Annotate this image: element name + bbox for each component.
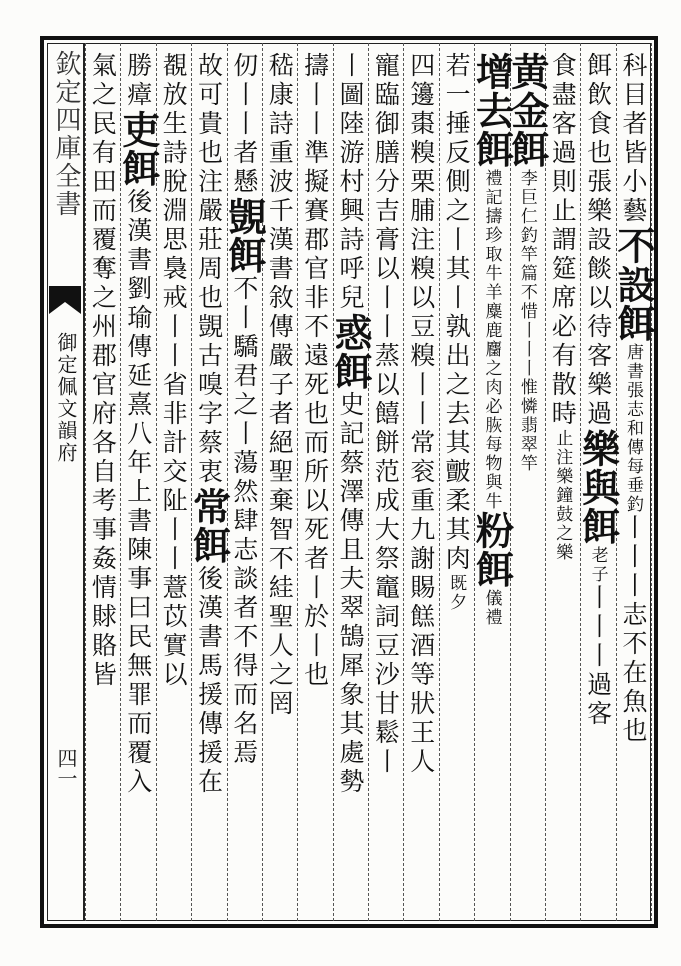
body-text: 四籩棗糗栗脯注糗以豆糗丨丨常衮重九謝賜餻酒等狀王人 — [406, 52, 436, 777]
body-text: 寵臨御膳分吉膏以丨丨蒸以饎餅范成大祭竈詞豆沙甘鬆丨 — [371, 52, 401, 777]
body-text: 故可貴也注嚴莊周也覬古嗅字蔡衷 — [194, 52, 224, 487]
body-text: 餌飲食也張樂設餤以待客樂過 — [583, 52, 613, 429]
text-column — [504, 52, 550, 914]
margin-book-title: 御定佩文韻府 — [54, 332, 78, 464]
annotation: 儀禮 — [481, 589, 502, 627]
body-text: 擣丨丨準擬賽郡官 — [300, 52, 330, 284]
body-text: 丨丨丨過客 — [583, 584, 613, 729]
headword: 吏餌 — [115, 110, 161, 188]
body-text: 丨圖陸游村興詩呼兒 — [336, 52, 365, 313]
body-text: 食盡客過則止謂筵席必有散時 — [548, 52, 578, 429]
text-column — [368, 52, 403, 914]
headword: 常餌 — [186, 487, 232, 565]
body-text: 仞丨丨者懸 — [229, 52, 259, 197]
body-text: 史記蔡澤傳且夫翠鵠犀象其處勢 — [336, 391, 365, 797]
headword: 不設餌 — [611, 226, 656, 343]
body-text: 嵇康詩重波千 — [265, 52, 295, 226]
text-column — [186, 52, 232, 914]
text-column — [156, 52, 191, 914]
body-text: 漢書敘傳嚴子者絕聖棄智不絓聖人之罔 — [265, 226, 295, 719]
body-text: 覩放生詩脫淵思裊戒丨丨省非計 — [159, 52, 189, 458]
fishtail-mark-icon — [47, 282, 83, 318]
headword: 粉餌 — [469, 511, 515, 589]
headword: 惑餌 — [328, 313, 373, 391]
body-text: 氣 — [88, 52, 118, 81]
text-column — [469, 52, 515, 914]
annotation: 止注樂鐘鼓之樂 — [552, 429, 573, 562]
annotation: 禮記擣珍取牛羊麋鹿麕之肉必脄每物與牛 — [481, 169, 502, 511]
margin-page-number: 四一 — [54, 748, 78, 788]
headword: 黄金餌 — [504, 52, 550, 169]
text-column — [297, 52, 332, 914]
body-text: 科目者皆小藝 — [619, 52, 648, 226]
body-text: 非不遠死也而所以死者丨於丨也 — [300, 284, 330, 690]
text-column — [328, 52, 373, 914]
text-column — [439, 52, 474, 914]
text-column — [221, 52, 267, 914]
body-text: 勝瘴 — [123, 52, 153, 110]
annotation: 李巨仁釣竿篇不惜丨丨丨惟憐翡翠竿 — [516, 169, 537, 473]
text-column — [115, 52, 161, 914]
body-text: 之民有田而覆奪之州郡官府各自考事姦情賕賂皆 — [88, 81, 118, 690]
column-rule — [651, 43, 652, 921]
text-column — [575, 52, 621, 914]
body-text: 交阯丨丨薏苡實以 — [159, 458, 189, 690]
body-text: 若一捶反側之丨其丨孰出之去其皽柔其肉 — [442, 52, 472, 574]
body-text: 丨丨丨志不在魚也 — [619, 514, 648, 746]
text-column — [262, 52, 297, 914]
text-column — [611, 52, 656, 914]
headword: 增去餌 — [469, 52, 515, 169]
body-text: 後漢書劉瑜傳延熹八年上書陳事曰民無罪而覆入 — [123, 188, 153, 797]
text-column — [403, 52, 438, 914]
headword: 樂與餌 — [575, 429, 621, 546]
headword: 覬餌 — [221, 197, 267, 275]
body-text: 不丨驕君之丨蕩然肆志談者不得而名焉 — [229, 275, 259, 768]
annotation: 老子 — [587, 546, 608, 584]
body-text: 後漢書馬援傳援在 — [194, 565, 224, 797]
text-column — [85, 52, 120, 914]
annotation: 既夕 — [446, 574, 467, 612]
annotation: 唐書張志和傳每垂釣 — [623, 343, 643, 514]
text-column — [545, 52, 580, 914]
margin-series-title: 欽定四庫全書 — [51, 50, 81, 218]
